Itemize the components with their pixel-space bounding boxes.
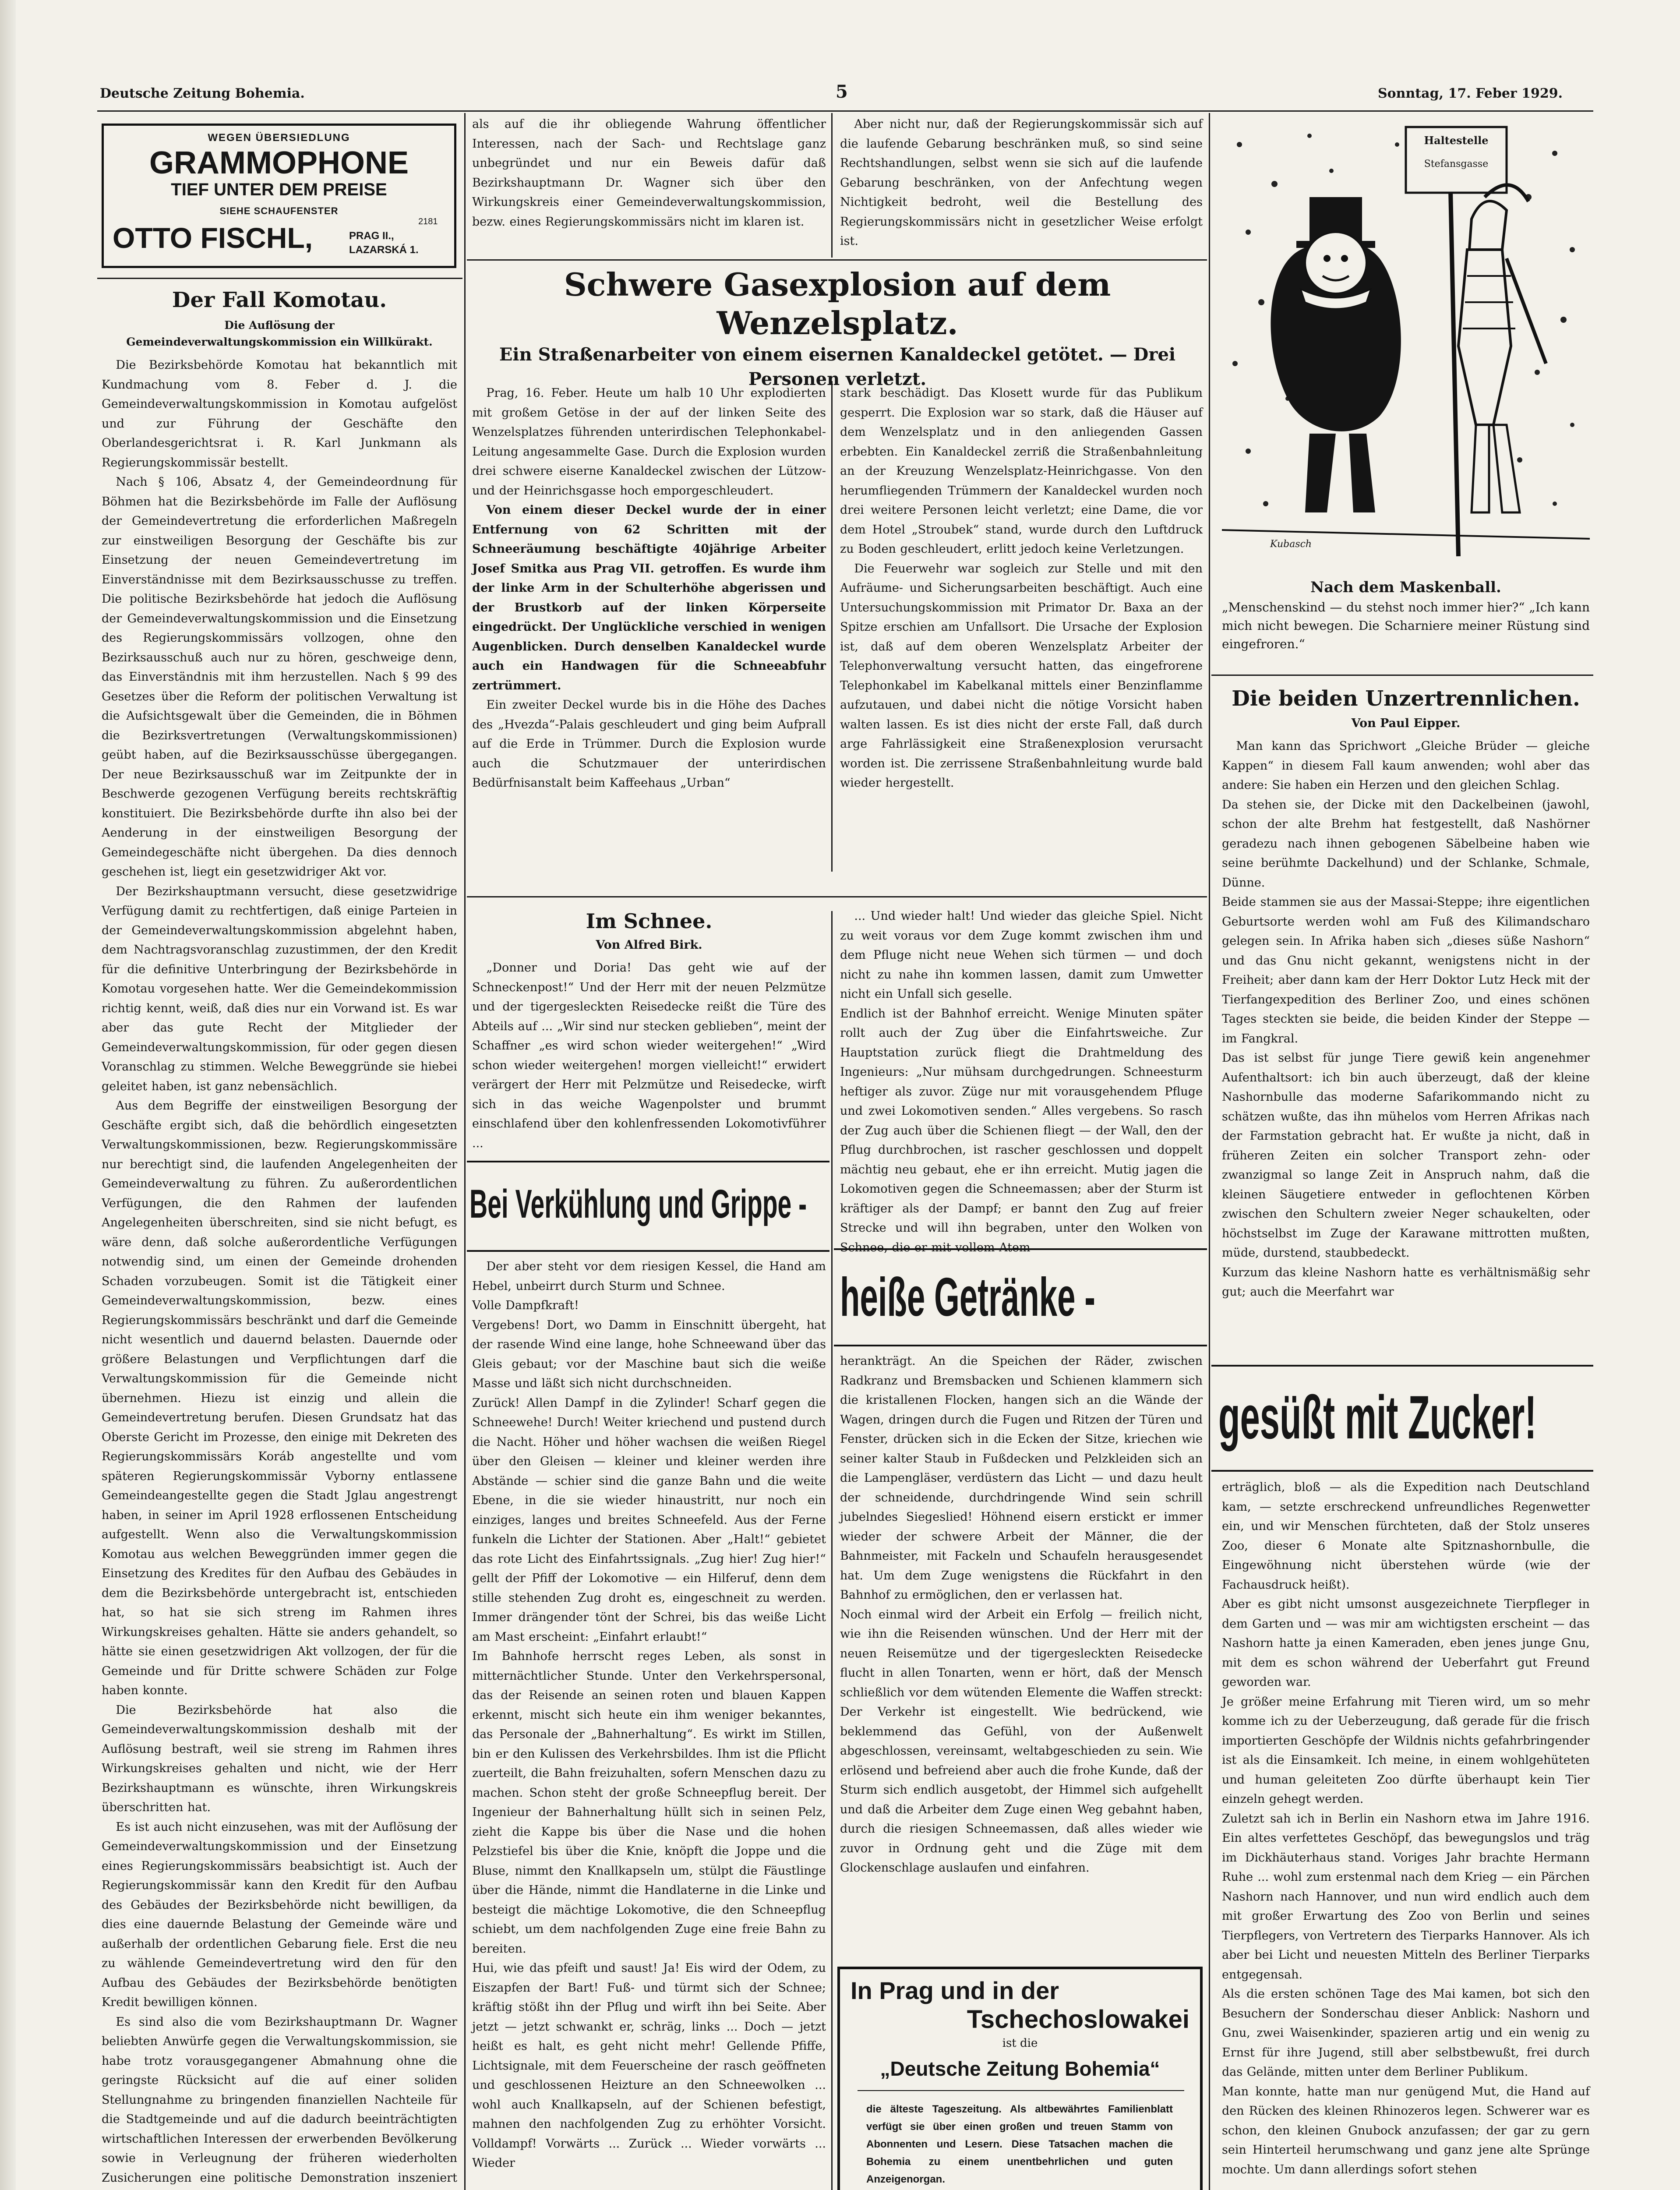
masthead-left: Deutsche Zeitung Bohemia.	[100, 86, 305, 101]
bohemia-ad	[837, 1967, 1203, 2190]
ad-line-address: PRAG II., LAZARSKÁ 1.	[349, 230, 419, 256]
cartoon-signature: Kubasch	[1270, 539, 1312, 550]
explosion-title: Schwere Gasexplosion auf dem Wenzelsplatz.	[564, 266, 1111, 342]
komotau-subtitle: Die Auflösung der Gemeindeverwaltungskommission ein Willkürakt.	[126, 319, 433, 348]
rule-above-explosion	[467, 259, 1207, 261]
komotau-continuation-b	[840, 115, 1203, 251]
sugar-ad-3	[1211, 1365, 1593, 1472]
ad-code: 2181	[418, 217, 438, 226]
bohemia-ad-line-3: ist die	[1002, 2037, 1038, 2050]
nashorn-byline: Von Paul Eipper.	[1351, 717, 1461, 730]
schnee-text: ... Und wieder halt! Und wieder das gleiche Spiel. Nicht zu weit voraus vor dem Zuge kommt zwischen ihm und dem Pfluge nicht neue Wehen sich türmen — und doch nicht zu nahe ihn kommen lassen, damit zum Umwetter nicht ein Unfall sich geselle. Endlich ist der Bahnhof erreicht. Wenige Minuten später rollt auch der Zug über die Einfahrtsweiche. Zur Hauptstation zurück fliegt die Drahtmeldung des Ingenieurs: „Nur mühsam durchgedrungen. Schneesturm heftiger als zuvor. Züge nur mit vorausgehendem Pfluge und zwei Lokomotiven senden.“ Alles vergebens. So rasch der Zug auch über die Schienen fliegt — der Wall, den der Pflug durchbrochen, ist rascher geschlossen und doppelt mächtig neu gebaut, ehe er ihn erreicht. Mutig jagen die Lokomotiven gegen die Schneemassen; aber der Sturm ist kräftiger als der Dampf; er bannt den Zug auf freier Strecke und will ihn begraben, unter den Wolken von Schnee, die er mit vollem Atem	[840, 909, 1203, 1254]
nashorn-text: Man kann das Sprichwort „Gleiche Brüder — gleiche Kappen“ in diesem Fall kaum anwenden; wohl aber das andere: Sie haben ein Herzen und den gleichen Schlag. Da stehen sie, der Dicke mit den Dackelbeinen (jawohl, schon der alte Brehm hat festgestellt, daß Nashörner geradezu nach ihnen gebogenen Säbelbeine haben wie seine berühmte Dackelhund) und der Schlanke, Schmale, Dünne. Beide stammen sie aus der Massai-Steppe; ihre eigentlichen Geburtsorte werden wohl am Fuß des Kilimandscharo gelegen sein. In Afrika haben sich „dieses süße Nashorn“ und das Gnu nicht gekannt, wenigstens nicht in der Freiheit; aber dann kam der Herr Doktor Lutz Heck mit der Tierfangexpedition des Berliner Zoo, und eines schönen Tages steckten sie beide, die beiden Kinder der Steppe — im Fangkral. Das ist selbst für junge Tiere gewiß kein angenehmer Aufenthaltsort: ich bin auch überzeugt, daß der kleine Nashornbulle das moderne Safarikommando nicht zu schätzen wußte, das ihn mühelos vom Herren Afrikas nach der Farmstation gebracht hat. Er wußte ja nicht, daß in früheren Zeiten ein solcher Transport zehn- oder zwanzigmal so lange Zeit in Anspruch nahm, daß die kleinen Säugetiere entweder in geflochtenen Körben zwischen den Schultern zweier Neger schaukelten, oder höchstselbst im Zuge der Karawane mittrotten mußten, müde, durstend, staubbedeckt. Kurzum das kleine Nashorn hatte es verhältnismäßig sehr gut; auch die Meerfahrt war	[1222, 739, 1590, 1299]
ad-line-preise: TIEF UNTER DEM PREISE	[171, 180, 387, 199]
bohemia-ad-divider	[858, 2090, 1184, 2091]
continuation-text: Aber nicht nur, daß der Regierungskommissär sich auf die laufende Gebarung beschränken muß, so sind seine Rechtshandlungen, selbst wenn sie sich auf die laufende Gebarung beschränken, von der Anfechtung wegen Nichtigkeit bedroht, weil die Bestellung des Regierungskommissärs nicht in gesetzlicher Weise erfolgt ist.	[840, 117, 1203, 248]
nashorn-text: erträglich, bloß — als die Expedition nach Deutschland kam, — setzte erschreckend unfreundliches Regenwetter ein, und wir Menschen fürchteten, daß der Stolz unseres Zoo, dieser 6 Monate alte Spitznashornbulle, die Eingewöhnung nicht überstehen würde (wie der Fachausdruck heißt). Aber es gibt nicht umsonst ausgezeichnete Tierpfleger in dem Garten und — was mir am wichtigsten erscheint — das Nashorn hatte ja einen Kameraden, eben jenes junge Gnu, mit dem es schon während der Ueberfahrt gut Freund geworden war. Je größer meine Erfahrung mit Tieren wird, um so mehr komme ich zu der Ueberzeugung, daß gerade für die frisch importierten Geschöpfe der Wildnis nichts gefahrbringender ist als die Einsamkeit. Ich meine, in einem wohlgehüteten und human geleiteten Zoo dürfte überhaupt kein Tier einzeln gehegt werden. Zuletzt sah ich in Berlin ein Nashorn etwa im Jahre 1916. Ein altes verfettetes Geschöpf, das bewegungslos und träg im Dickhäuterhaus stand. Voriges Jahr brachte Hermann Ruhe ... wohl zum erstenmal nach dem Krieg — ein Pärchen Nashorn nach Hannover, und nun wird endlich auch dem mit großer Erwartung des Zoo von Berlin und seines Tierpflegers, von Vertretern des Tierparks Hannover. Als ich aber bei Licht und neuesten Mitteln des Berliner Tierparks entgegensah. Als die ersten schönen Tage des Mai kamen, bot sich den Besuchern der Sonderschau dieser Anblick: Nashorn und Gnu, zwei Waisenkinder, spazieren artig und ein wenig zu Ernst für ihre Jugend, still aber selbstbewußt, frei durch das Gelände, mitten unter dem Berliner Publikum. Man konnte, hatte man nur genügend Mut, die Hand auf den Rücken des kleinen Rhinozeros legen. Schwerer war es schon, den kleinen Gnubock anzufassen; der gar zu gern sein Hinterteil herumschwang und ganz jene alte Sprünge mochte. Um dann allerdings sofort stehen	[1222, 1480, 1590, 2176]
komotau-paragraph: Die Bezirksbehörde hat also die Gemeindeverwaltungskommission deshalb mit der Auflösung bestraft, weil sie streng im Rahmen ihres Wirkungskreises gehalten und nicht, wie der Herr Bezirkshauptmann es wünschte, ihren Wirkungskreis überschritten hat.	[102, 1703, 457, 1814]
schnee-text: herankträgt. An die Speichen der Räder, zwischen Radkranz und Bremsbacken und Schienen klammern sich die kristallenen Flocken, hangen sich an die Wände der Wagen, dringen durch die Fugen und Ritzen der Türen und Fenster, drücken sich in die Ecken der Sitze, kriechen wie seiner kalter Staub in Fußdecken und Pelzkleiden sich an die Lampengläser, verdüstern das Licht — und dazu heult der schneidende, durchdringende Wind sein schrill jubelndes Siegeslied! Höhnend eisern erstickt er immer wieder der schwere Arbeit der Männer, die der Bahnmeister, mit Fackeln und Schaufeln herausgesendet hat. Um dem Zuge wenigstens die Rückfahrt in den Bahnhof zu ermöglichen, den er verlassen hat. Noch einmal wird der Arbeit ein Erfolg — freilich nicht, wie ihn die Reisenden wünschen. Und der Herr mit der neuen Reisemütze und der tigergesleckten Reisedecke flucht in allen Tonarten, wenn er hört, daß der Mensch schließlich vor dem wütenden Elemente die Waffen streckt: Der Verkehr ist eingestellt. Wie bedrückend, wie beklemmend das Gefühl, von der Außenwelt abgeschlossen, vereinsamt, weltabgeschieden zu sein. Wie erlösend und befreiend aber auch die frohe Kunde, daß der Sturm sich endlich ausgetobt, der Himmel sich aufgehellt und daß die Arbeiter dem Zuge einen Weg gebahnt haben, durch die riesigen Schneemassen, daß alles wieder wie zuvor in Ordnung geht und die Züge mit dem Glockenschlage auslaufen und einfahren.	[840, 1354, 1203, 1875]
header-rule	[97, 110, 1593, 112]
article-schnee	[472, 907, 826, 1153]
cartoon-sign-line-1: Haltestelle	[1424, 134, 1489, 147]
sugar-ad-line-2: heiße Getränke -	[840, 1267, 1095, 1328]
article-komotau	[102, 285, 457, 2190]
article-explosion-head	[472, 265, 1203, 392]
komotau-paragraph: Der Bezirkshauptmann versucht, diese gesetzwidrige Verfügung damit zu rechtfertigen, daß einige Parteien in der Gemeindeverwaltungskommission abgelehnt haben, dem Nachtragsvoranschlag zuzustimmen, der den Kredit für die definitive Unterbringung der Bezirksbehörde in Komotau vorgesehen hatte. Wer die Gemeindekommission richtig kennt, weiß, daß dies nur ein Vorwand ist. Es war aber das gute Recht der Mitglieder der Gemeindeverwaltungskommission, für oder gegen diesen Voranschlag zu stimmen. Welche Beweggründe sie hiebei geleitet haben, ist ganz nebensächlich.	[102, 884, 457, 1093]
explosion-column-b	[840, 384, 1203, 793]
komotau-paragraph: Die Bezirksbehörde Komotau hat bekanntlich mit Kundmachung vom 8. Feber d. J. die Gemeindeverwaltungskommission in Komotau aufgelöst und zur Führung der Geschäfte den Oberlandesgerichtsrat i. R. Karl Junkmann als Regierungskommissär bestellt.	[102, 358, 457, 470]
cartoon-caption: „Menschenskind — du stehst noch immer hier?“ „Ich kann mich nicht bewegen. Die Scharniere meiner Rüstung sind eingefroren.“	[1222, 600, 1590, 651]
sugar-ad-line-1: Bei Verkühlung und Grippe -	[469, 1182, 807, 1226]
bohemia-ad-line-1: In Prag und in der	[851, 1977, 1059, 2004]
komotau-paragraph: Nach § 106, Absatz 4, der Gemeindeordnung für Böhmen hat die Bezirksbehörde im Falle der Auflösung der Gemeindevertretung die erforderlichen Maßregeln zur einstweiligen Besorgung der Geschäfte bis zur Einsetzung der neuen Gemeindevertretung im Einverständnisse mit dem Bezirksausschusse zu treffen. Die politische Bezirksbehörde hat jedoch die Auflösung der Gemeindeverwaltungskommission und die Einsetzung des Regierungskommissärs vollzogen, ohne den Bezirksausschuß auch nur zu hören, geschweige denn, das Einverständnis mit ihm herzustellen. Nach § 99 des Gesetzes über die Reform der politischen Verwaltung ist die Aufsichtsgewalt über die Gemeinden, die in Böhmen die Bezirksvertretungen (Verwaltungskommissionen) geübt haben, auf die Bezirksausschüsse übergegangen. Der neue Bezirksausschuß war im Zeitpunkte der in Beschwerde gezogenen Verfügung bereits rechtskräftig konstituiert. Die Bezirksbehörde durfte ihn also bei der Aenderung in der einstweiligen Besorgung der Gemeindegeschäfte nicht übergehen. Da dies dennoch geschehen ist, liegt ein gesetzwidriger Akt vor.	[102, 475, 457, 879]
cartoon-sign-line-2: Stefansgasse	[1424, 159, 1489, 170]
explosion-paragraph: Von einem dieser Deckel wurde der in einer Entfernung von 62 Schritten mit der Schneeräumung beschäftigte 40jährige Arbeiter Josef Smitka aus Prag VII. getroffen. Es wurde ihm der linke Arm in der Schulterhöhe abgerissen und der Brustkorb auf der linken Körperseite eingedrückt. Der Unglückliche verschied in wenigen Augenblicken. Durch denselben Kanaldeckel wurde auch ein Handwagen für die Schneeabfuhr zertrümmert.	[472, 503, 826, 692]
rule-under-cartoon	[1211, 675, 1593, 676]
column-rule-2b	[831, 381, 833, 872]
bohemia-ad-body: die älteste Tageszeitung. Als altbewährtes Familienblatt verfügt sie über einen großen und treuen Stamm von Abonnenten und Lesern. Diese Tatsachen machen die Bohemia zu einem unentbehrlichen und guten Anzeigenorgan.	[866, 2103, 1173, 2185]
explosion-paragraph: Prag, 16. Feber. Heute um halb 10 Uhr explodierten mit großem Getöse in der auf der linken Seite des Wenzelsplatzes führenden unterirdischen Telephonkabel-Leitung angesammelte Gase. Durch die Explosion wurden drei schwere eiserne Kanaldeckel zwischen der Lützow- und der Heinrichsgasse hoch emporgeschleudert.	[472, 386, 826, 498]
nashorn-title: Die beiden Unzertrennlichen.	[1232, 686, 1580, 711]
explosion-column-a	[472, 384, 826, 793]
explosion-paragraph: stark beschädigt. Das Klosett wurde für das Publikum gesperrt. Die Explosion war so stark, daß die Häuser auf dem Wenzelsplatz und in den anliegenden Gassen erbebten. Ein Kanaldeckel zerriß die Straßenbahnleitung an der Kreuzung Wenzelsplatz-Heinrichgasse. Von den herumfliegenden Trümmern der Kanaldeckel wurden noch drei weitere Personen leicht verletzt; eine Dame, die vor dem Hotel „Stroubek“ stand, wurde durch den Luftdruck zu Boden geschleudert, erlitt jedoch keine Verletzungen.	[840, 386, 1203, 556]
bohemia-ad-line-4: „Deutsche Zeitung Bohemia“	[880, 2057, 1160, 2080]
komotau-paragraph: Aus dem Begriffe der einstweiligen Besorgung der Geschäfte ergibt sich, daß die behördlich eingesetzten Verwaltungskommissionen, bezw. Regierungskommissäre nur berechtigt sind, die laufenden Angelegenheiten der Gemeindeverwaltung zu führen. Zu außerordentlichen Verfügungen, die den Rahmen der laufenden Angelegenheiten überschreiten, sind sie nicht befugt, es wäre denn, daß solche außerordentliche Verfügungen notwendig sind, um einen der Gemeinde drohenden Schaden vorzubeugen. Somit ist die Tätigkeit einer Gemeindeverwaltungskommission, bezw. eines Regierungskommissärs beschränkt und darf die Gemeinde nicht wesentlich und dauernd belasten. Dauernde oder größere Belastungen und Verpflichtungen darf die Verwaltungskommission für die Gemeinde nicht übernehmen. Hiezu ist einzig und allein die Gemeindevertretung berufen. Diesen Grundsatz hat das Oberste Gericht im Prozesse, den einige mit Dekreten des Regierungskommissärs Koráb angestellte und vom späteren Regierungskommissär Vyborny entlassene Gemeindeangestellte gegen die Stadt Jglau angestrengt haben, in seiner im April 1928 erflossenen Entscheidung aufgestellt. Wenn also die Verwaltungskommission Komotau aus welchen Beweggründen immer gegen die Einsetzung des Kredites für den Aufbau des Gebäudes in dem die Bezirksbehörde untergebracht ist, entschieden hat, so hat sie sich streng im Rahmen ihres Wirkungskreises gehalten. Hätte sie anders gehandelt, so hätte sie einen gesetzwidrigen Akt vollzogen, der für die Gemeinde und für Dritte schwere Schäden zur Folge haben konnte.	[102, 1099, 457, 1697]
ad-line-wegen: WEGEN ÜBERSIEDLUNG	[208, 132, 350, 144]
explosion-paragraph: Die Feuerwehr war sogleich zur Stelle und mit den Aufräume- und Sicherungsarbeiten beschäftigt. Auch eine Untersuchungskommission mit Primator Dr. Baxa an der Spitze erschien am Unfallsort. Die Ursache der Explosion ist, daß auf dem oberen Wenzelsplatz Arbeiter der Telephonverwaltung versucht hatten, das eingefrorene Telephonkabel im Kabelkanal mittels einer Benzinflamme aufzutauen, und dabei nicht die nötige Vorsicht haben walten lassen. Es ist dies nicht der erste Fall, daß durch arge Fahrlässigkeit eine Straßenexplosion verursacht worden ist. Die zerrissene Straßenbahnleitung wurde bald wieder hergestellt.	[840, 562, 1203, 790]
schnee-column-2b	[472, 1257, 826, 2173]
explosion-subtitle: Ein Straßenarbeiter von einem eisernen Kanaldeckel getötet. — Drei Personen verletzt.	[499, 344, 1176, 389]
column-rule-2c	[831, 911, 833, 2190]
header-date: Sonntag, 17. Feber 1929.	[1378, 86, 1563, 101]
cartoon-illustration	[1222, 118, 1590, 565]
ad-line-grammophone: GRAMMOPHONE	[149, 145, 409, 180]
komotau-paragraph: Es ist auch nicht einzusehen, was mit der Auflösung der Gemeindeverwaltungskommission und der Einsetzung eines Regierungskommissärs beabsichtigt ist. Auch der Regierungskommissär kann den Kredit für den Aufbau des Gebäudes der Bezirksbehörde nicht bewilligen, da dies eine dauernde Belastung der Gemeinde wäre und außerhalb der ordentlichen Gebarung fiele. Erst die neu zu wählende Gemeindevertretung wird den für den Aufbau des Gebäudes der Bezirksbehörde benötigten Kredit bewilligen können.	[102, 1820, 457, 2009]
cartoon-drawing	[1222, 118, 1590, 565]
schnee-title: Im Schnee.	[586, 909, 713, 933]
schnee-text: „Donner und Doria! Das geht wie auf der Schneckenpost!“ Und der Herr mit der neuen Pelzmütze und der tigergesleckten Reisedecke reißt die Türe des Abteils auf ... „Wir sind nur stecken geblieben“, meint der Schaffner „es wird schon wieder weitergehen!“ „Wird schon wieder weitergehen! morgen vielleicht!“ erwidert verärgert der Herr mit Pelzmütze und Reisedecke, wirft sich in das weiche Wagenpolster und brummt einschlafend über den kohlenfressenden Lokomotivführer ...	[472, 961, 826, 1150]
binding-fold	[0, 0, 16, 2190]
column-rule-3	[1209, 113, 1210, 2190]
nashorn-column-b	[1222, 1478, 1590, 2179]
bohemia-ad-line-2: Tschechoslowakei	[967, 2005, 1189, 2034]
continuation-text: als auf die ihr obliegende Wahrung öffentlicher Interessen, nach der Sach- und Rechtslage ganz unbegründet und nur ein Beweis dafür daß Bezirkshauptmann Dr. Wagner sich über den Wirkungskreis einer Gemeindeverwaltungskommission, bezw. eines Regierungskommissärs nicht im klaren ist.	[472, 117, 826, 229]
ad-line-schaufenster: SIEHE SCHAUFENSTER	[219, 205, 339, 216]
page-number: 5	[836, 81, 848, 102]
grammophone-ad	[102, 124, 456, 268]
komotau-continuation-a	[472, 115, 826, 232]
article-nashorn	[1222, 683, 1590, 1302]
rule-under-ad	[97, 278, 462, 279]
rule-below-explosion	[467, 896, 1207, 897]
schnee-column-3b	[840, 1352, 1203, 1878]
sugar-ad-1	[467, 1161, 829, 1252]
schnee-text: Der aber steht vor dem riesigen Kessel, die Hand am Hebel, unbeirrt durch Sturm und Schnee. Volle Dampfkraft! Vergebens! Dort, wo Damm in Einschnitt übergeht, hat der rasende Wind eine lange, hohe Schneewand über das Gleis gebaut; vor der Maschine baut sich die weiße Masse und läßt sich nicht durchschneiden. Zurück! Allen Dampf in die Zylinder! Scharf gegen die Schneewehe! Durch! Weiter kriechend und pustend durch die Nacht. Höher und höher wachsen die weißen Riegel über den Gleisen — kleiner und kleiner werden ihre Abstände — schier sind die ganze Bahn und die weite Ebene, in die sie wieder hinaustritt, nur noch ein einziges, langes und breites Schneefeld. Aus der Ferne funkeln die Lichter der Stationen. Aber „Halt!“ gebietet das rote Licht des Einfahrtssignals. „Zug hier! Zug hier!“ gellt der Pfiff der Lokomotive — ein Hilferuf, denn dem stille stehenden Zug droht es, eingeschneit zu werden. Immer drängender tönt der Schrei, bis das weiße Licht am Mast erscheint: „Einfahrt erlaubt!“ Im Bahnhofe herrscht reges Leben, als sonst in mitternächtlicher Stunde. Unter den Verkehrspersonal, das der Reisende an seinen roten und blauen Kappen erkennt, mischt sich heute ein ihm weniger bekanntes, das Personale der „Bahnerhaltung“. Es wirkt im Stillen, bin er den Kulissen des Verkehrsbildes. Ihm ist die Pflicht zuerteilt, die Bahn freizuhalten, sofern Menschen dazu zu machen. Schon steht der große Schneepflug bereit. Der Ingenieur der Bahnerhaltung hüllt sich in seinen Pelz, zieht die Kappe bis über die Nase und die hohen Pelzstiefel bis über die Knie, knöpft die Joppe und die Bluse, nimmt den Knallkapseln um, stülpt die Fäustlinge über die Hände, nimmt die Handlaterne in die Linke und besteigt die mächtige Lokomotive, die den Schneepflug schiebt, um dem nachfolgenden Zuge eine freie Bahn zu bereiten. Hui, wie das pfeift und saust! Ja! Eis wird der Odem, zu Eiszapfen der Bart! Fuß- und türmt sich der Schnee; kräftig stößt ihn der Pflug und wirft ihn bei Seite. Aber jetzt — jetzt schwankt er, schräg, links ... Doch — jetzt heißt es halt, es geht nicht mehr! Gellende Pfiffe, Lichtsignale, mit dem Feuerscheine der rasch geöffneten und geschlossenen Heizture an den Schneewolken ... wohl auch Knallkapseln, auf der Schienen befestigt, mahnen den nachfolgenden Zug zu erhöhter Vorsicht. Volldampf! Vorwärts ... Zurück ... Wieder vorwärts ... Wieder	[472, 1260, 826, 2170]
cartoon-title: Nach dem Maskenball.	[1310, 579, 1501, 596]
sugar-ad-2	[834, 1248, 1207, 1346]
cartoon-caption-block	[1222, 576, 1590, 653]
komotau-paragraph: Es sind also die vom Bezirkshauptmann Dr. Wagner beliebten Anwürfe gegen die Verwaltungskommission, sie habe trotz vorausgegangener Abmahnung ohne die geringste Rücksicht auf die auf einer soliden Stellungnahme zu bringenden finanziellen Nachteile für die Stadtgemeinde und auf die dadurch beeinträchtigten wirtschaftlichen Interessen der erwerbenden Bevölkerung sowie in Verleugnung der früheren wiederholten Zusicherungen eine politische Demonstration inszeniert	[102, 2015, 457, 2185]
explosion-paragraph: Ein zweiter Deckel wurde bis in die Höhe des Daches des „Hvezda“-Palais geschleudert und ging beim Aufprall auf die Erde in Trümmer. Durch die Explosion wurde auch die Schutzmauer der unterirdischen Bedürfnisanstalt beim Kaffeehaus „Urban“	[472, 698, 826, 790]
sugar-ad-line-3: gesüßt mit Zucker!	[1218, 1383, 1537, 1452]
komotau-title: Der Fall Komotau.	[172, 288, 387, 312]
schnee-byline: Von Alfred Birk.	[596, 938, 702, 952]
ad-line-fischl: OTTO FISCHL,	[113, 222, 313, 254]
column-rule-1	[464, 113, 466, 2190]
column-rule-2a	[831, 113, 833, 258]
schnee-column-3a	[840, 907, 1203, 1257]
